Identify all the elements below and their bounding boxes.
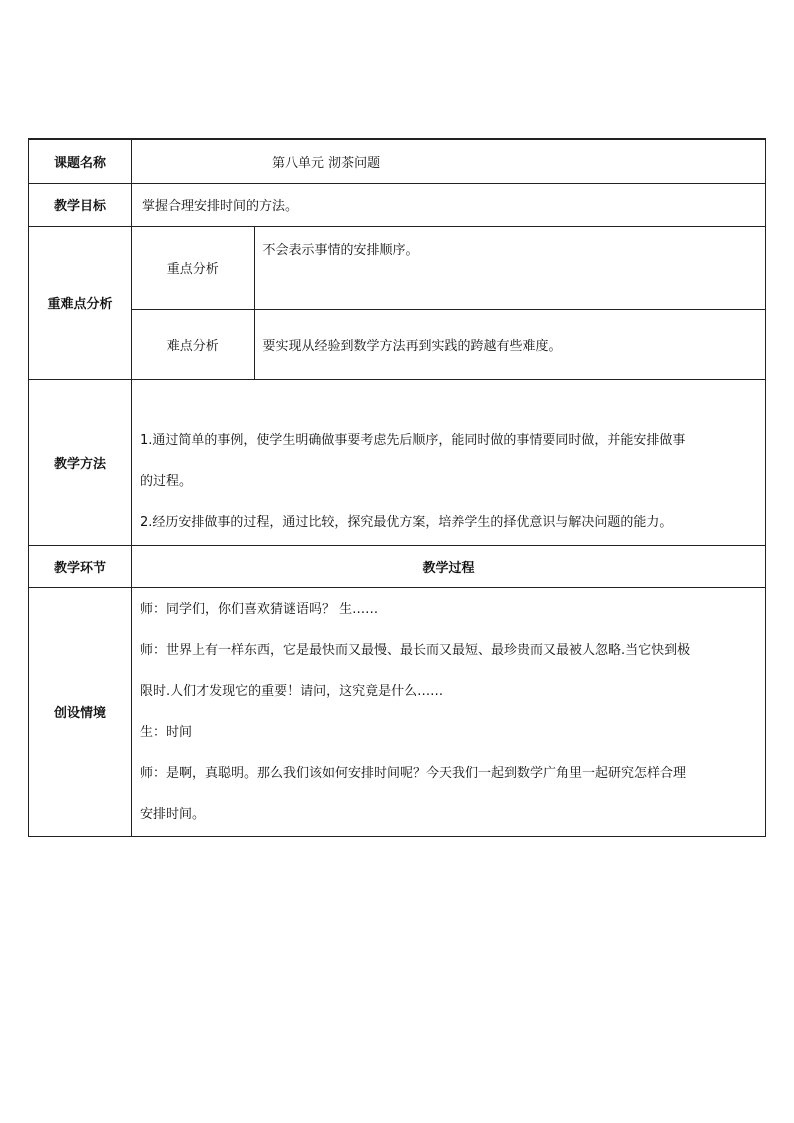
lesson-plan	[28, 138, 765, 837]
title-value: 第八单元 沏茶问题	[132, 139, 766, 183]
scene-line: 限时.人们才发现它的重要！请问，这究竟是什么……	[140, 683, 444, 699]
row-process-header	[29, 545, 766, 587]
difficulty-label: 难点分析	[132, 310, 254, 379]
difficulty-value: 要实现从经验到数学方法再到实践的跨越有些难度。	[262, 338, 562, 354]
lesson-plan-table	[28, 138, 766, 837]
stage-label: 教学环节	[29, 545, 132, 587]
scene-line: 安排时间。	[140, 806, 206, 822]
title-label: 课题名称	[29, 139, 132, 183]
row-objective	[29, 183, 766, 226]
scene-label: 创设情境	[29, 587, 132, 836]
method-label: 教学方法	[29, 379, 132, 545]
method-body	[132, 379, 766, 545]
method-line: 2.经历安排做事的过程，通过比较，探究最优方案，培养学生的择优意识与解决问题的能力。	[140, 514, 673, 530]
row-difficulty	[29, 309, 766, 379]
objective-value: 掌握合理安排时间的方法。	[132, 183, 766, 226]
scene-line: 师：同学们，你们喜欢猜谜语吗？ 生……	[140, 601, 379, 617]
objective-label: 教学目标	[29, 183, 132, 226]
scene-line: 师：世界上有一样东西，它是最快而又最慢、最长而又最短、最珍贵而又最被人忽略.当它快到极	[140, 642, 691, 658]
row-method	[29, 379, 766, 545]
row-title	[29, 139, 766, 183]
method-line: 的过程。	[140, 473, 193, 489]
scene-body	[132, 587, 766, 836]
row-key-point	[29, 226, 766, 309]
key-point-label: 重点分析	[132, 227, 254, 309]
scene-line: 师：是啊，真聪明。那么我们该如何安排时间呢？今天我们一起到数学广角里一起研究怎样合理	[140, 765, 687, 781]
row-scene	[29, 587, 766, 836]
scene-line: 生：时间	[140, 724, 193, 740]
method-line: 1.通过简单的事例，使学生明确做事要考虑先后顺序，能同时做的事情要同时做，并能安排做事	[140, 432, 686, 448]
key-point-value: 不会表示事情的安排顺序。	[262, 242, 419, 258]
analysis-label: 重难点分析	[29, 226, 132, 379]
process-label: 教学过程	[132, 545, 766, 587]
